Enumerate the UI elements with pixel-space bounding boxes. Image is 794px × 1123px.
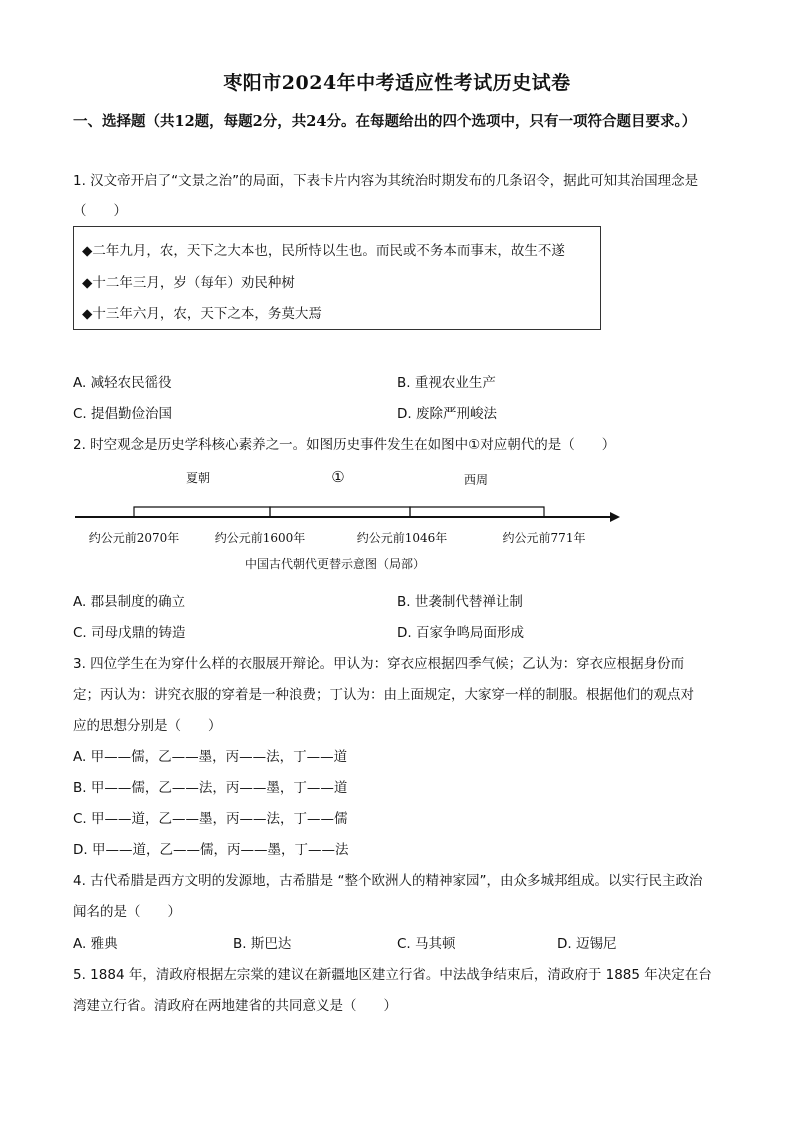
section-heading: 一、选择题（共12题，每题2分，共24分。在每题给出的四个选项中，只有一项符合题目要求。） <box>73 113 697 130</box>
segment-label-xia: 夏朝 <box>185 471 211 485</box>
segment-bracket-xizhou <box>410 507 544 517</box>
timeline-caption: 中国古代朝代更替示意图（局部） <box>244 557 426 571</box>
tick-label: 约公元前1600年 <box>214 531 306 545</box>
question-3-stem-line: 定；丙认为：讲究衣服的穿着是一种浪费；丁认为：由上面规定，大家穿一样的制服。根据他们的观点对 <box>73 687 694 703</box>
segment-bracket-1 <box>270 507 410 517</box>
q2-option-b[interactable]: B. 世袭制代替禅让制 <box>397 594 523 610</box>
edict-line: ◆十二年三月，岁（每年）劝民种树 <box>82 275 295 291</box>
q3-option-b[interactable]: B. 甲——儒，乙——法，丙——墨，丁——道 <box>73 780 348 796</box>
question-4-stem-line: 4. 古代希腊是西方文明的发源地，古希腊是 “整个欧洲人的精神家园”，由众多城邦组成。以实行民主政治 <box>73 873 703 889</box>
tick-label: 约公元前771年 <box>502 531 586 545</box>
question-5-stem-line: 5. 1884 年，清政府根据左宗棠的建议在新疆地区建立行省。中法战争结束后，清政府于 1885 年决定在台 <box>73 967 712 983</box>
tick-label: 约公元前1046年 <box>356 531 448 545</box>
q1-option-b[interactable]: B. 重视农业生产 <box>397 375 496 391</box>
q2-option-d[interactable]: D. 百家争鸣局面形成 <box>397 625 524 641</box>
q1-option-d[interactable]: D. 废除严刑峻法 <box>397 406 497 422</box>
timeline-arrow <box>610 512 620 522</box>
q2-option-c[interactable]: C. 司母戊鼎的铸造 <box>73 625 186 641</box>
question-1-stem: 1. 汉文帝开启了“文景之治”的局面，下表卡片内容为其统治时期发布的几条诏令，据此可知其治国理念是（ ） <box>73 173 699 219</box>
edict-line: ◆十三年六月，农，天下之本，务莫大焉 <box>82 306 322 322</box>
question-4-stem-line: 闻名的是（ ） <box>73 904 181 920</box>
dynasty-timeline <box>70 460 630 580</box>
q3-option-d[interactable]: D. 甲——道，乙——儒，丙——墨，丁——法 <box>73 842 349 858</box>
q4-option-c[interactable]: C. 马其顿 <box>397 936 456 952</box>
q4-option-a[interactable]: A. 雅典 <box>73 936 118 952</box>
q1-option-a[interactable]: A. 减轻农民徭役 <box>73 375 172 391</box>
q1-option-c[interactable]: C. 提倡勤俭治国 <box>73 406 173 422</box>
question-3-stem-line: 3. 四位学生在为穿什么样的衣服展开辩论。甲认为：穿衣应根据四季气候；乙认为：穿衣应根据身份而 <box>73 656 685 672</box>
q4-option-d[interactable]: D. 迈锡尼 <box>557 936 617 952</box>
q3-option-a[interactable]: A. 甲——儒，乙——墨，丙——法，丁——道 <box>73 749 348 765</box>
tick-label: 约公元前2070年 <box>88 531 180 545</box>
edict-line: ◆二年九月，农，天下之大本也，民所恃以生也。而民或不务本而事末，故生不遂 <box>82 243 565 259</box>
question-3-stem-line: 应的思想分别是（ ） <box>73 718 222 734</box>
segment-bracket-xia <box>134 507 270 517</box>
question-5-stem-line: 湾建立行省。清政府在两地建省的共同意义是（ ） <box>73 998 397 1014</box>
edict-card <box>73 226 601 330</box>
q3-option-c[interactable]: C. 甲——道，乙——墨，丙——法，丁——儒 <box>73 811 348 827</box>
segment-label-1: ① <box>331 468 345 486</box>
page-title: 枣阳市2024年中考适应性考试历史试卷 <box>223 72 571 94</box>
question-2-stem: 2. 时空观念是历史学科核心素养之一。如图历史事件发生在如图中①对应朝代的是（ ） <box>73 437 616 453</box>
segment-label-xizhou: 西周 <box>463 473 489 487</box>
q4-option-b[interactable]: B. 斯巴达 <box>233 936 292 952</box>
q2-option-a[interactable]: A. 郡县制度的确立 <box>73 594 186 610</box>
